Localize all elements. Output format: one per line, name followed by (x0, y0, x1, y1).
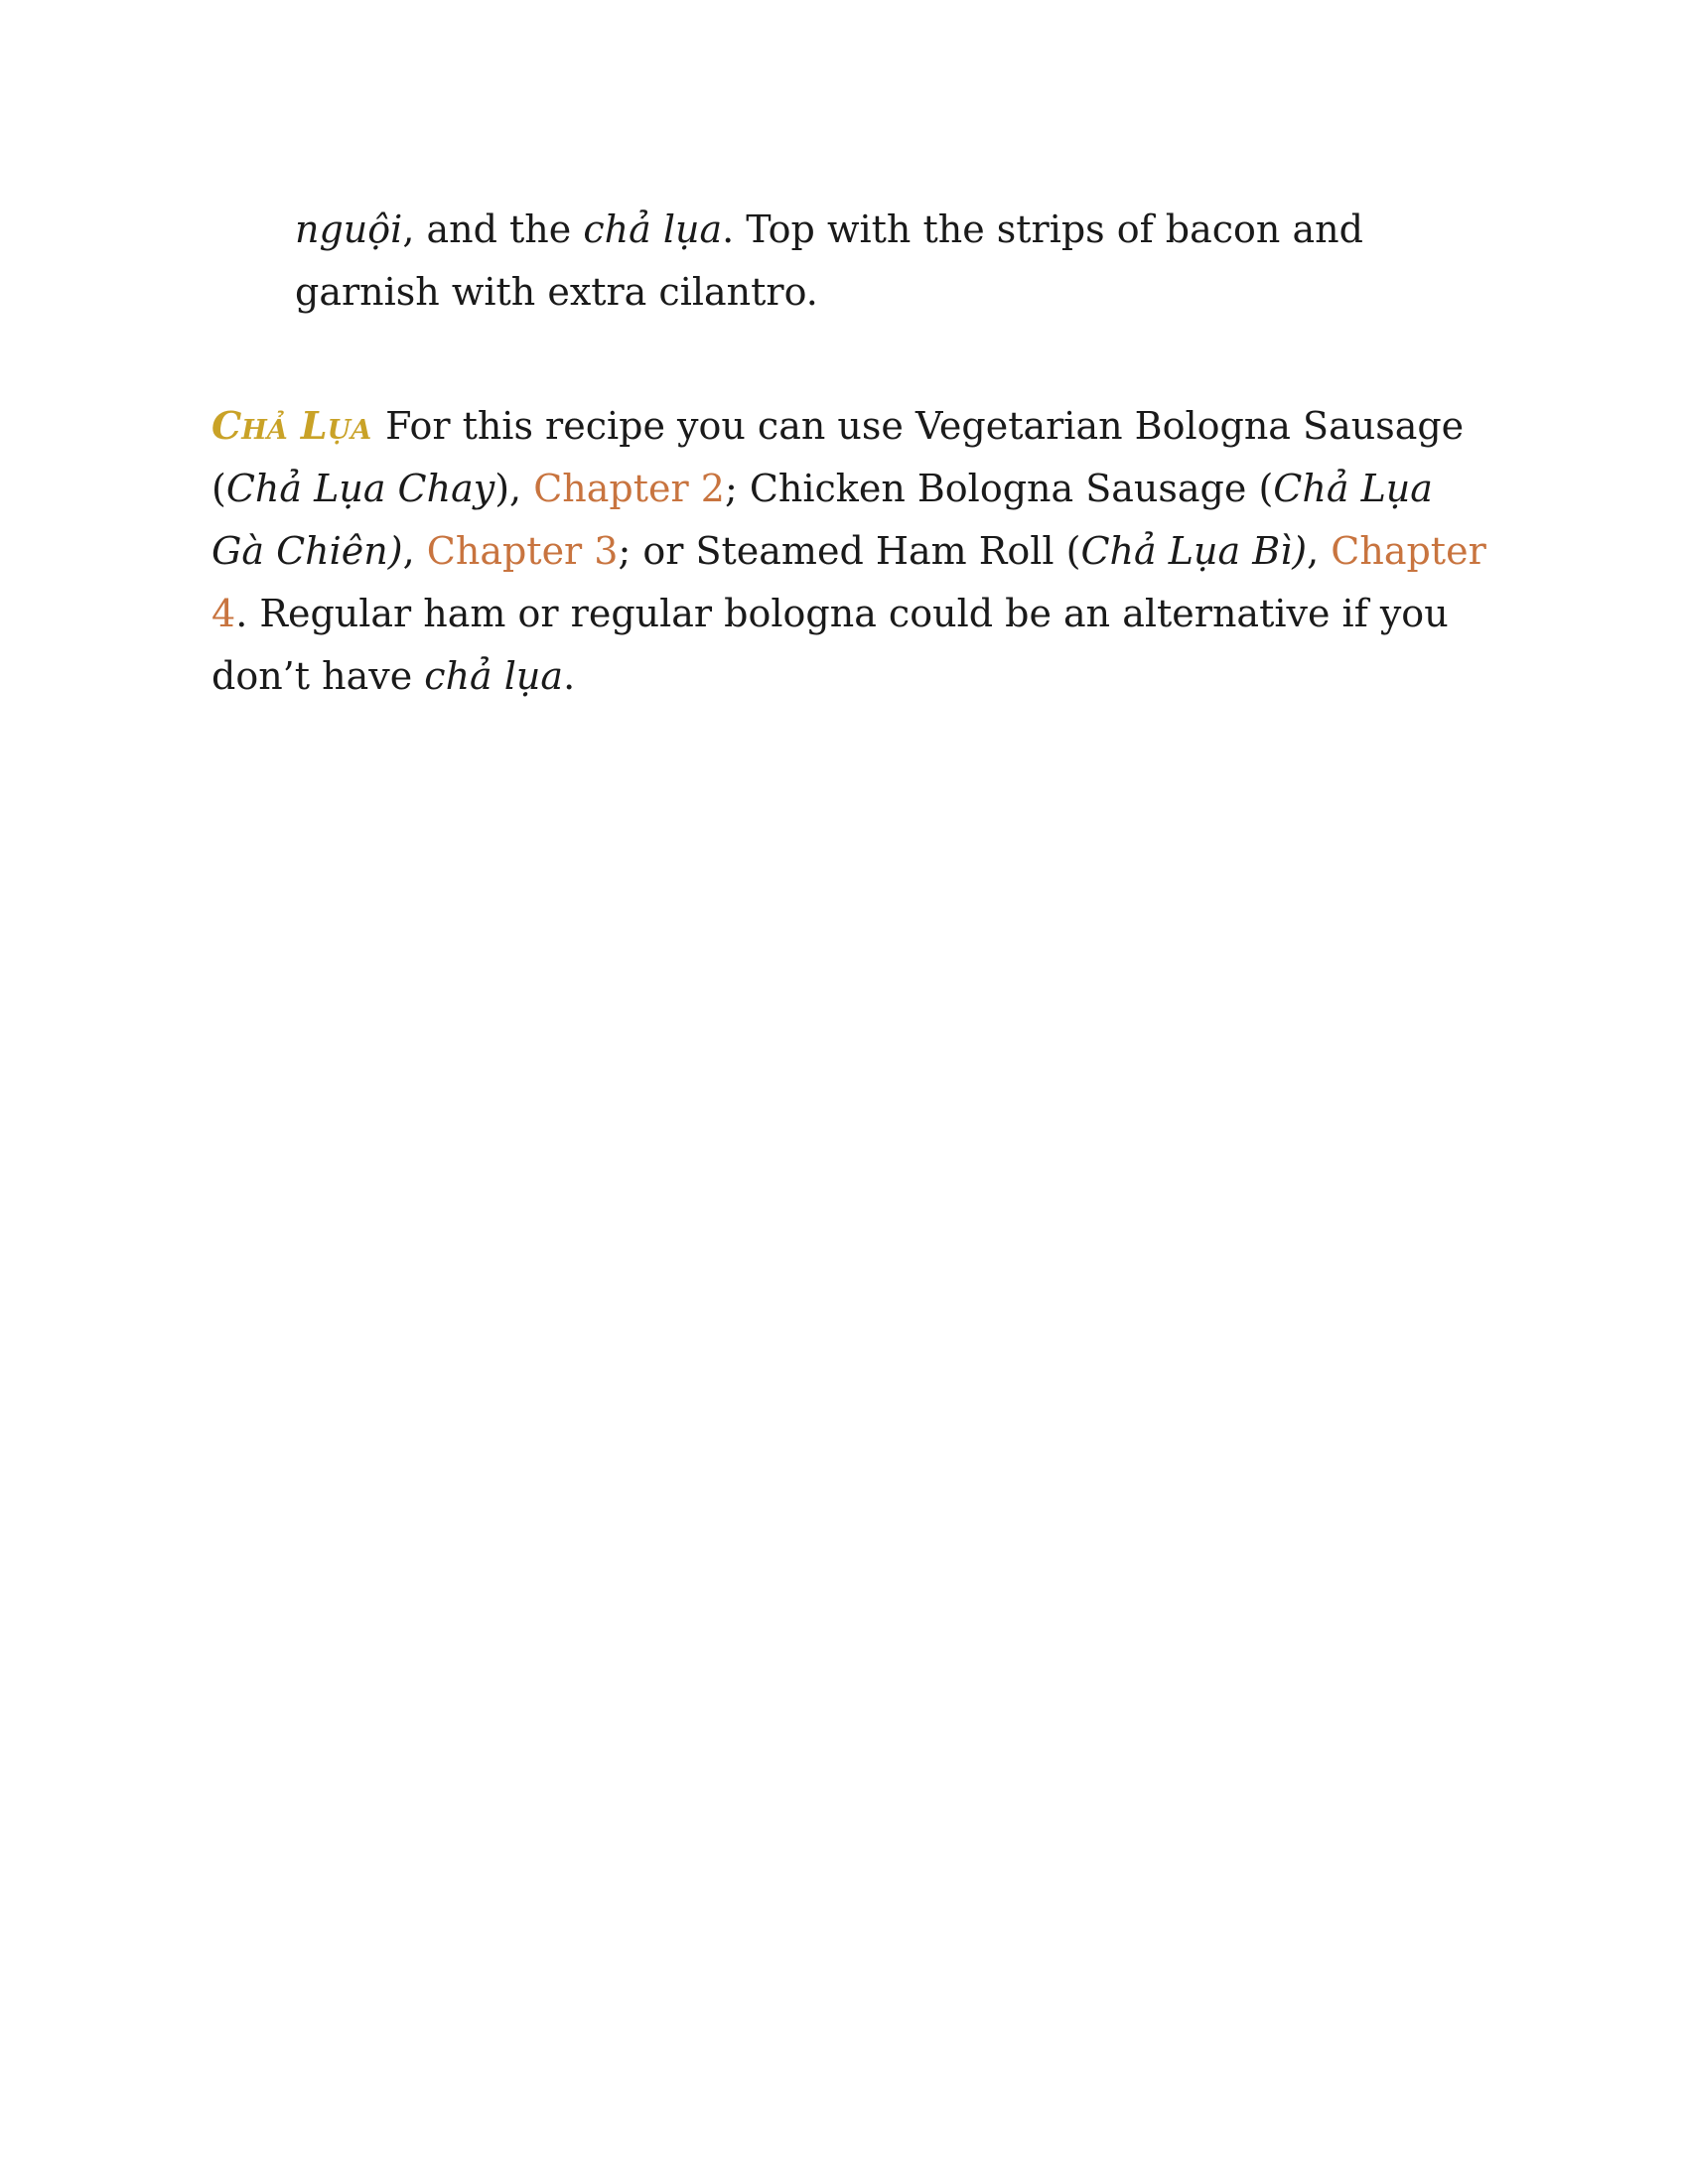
recipe-step-continuation (295, 199, 1506, 324)
step-text-and-the: , and the (402, 207, 584, 251)
step-text-rest: . Top with the strips of bacon and garnish with extra cilantro. (295, 207, 1363, 314)
note-term-cha-lua-ga-chien: Chả Lụa Gà Chiên) (211, 467, 1433, 573)
note-text-4: , (402, 529, 427, 573)
chapter-2-link[interactable]: Chapter 2 (533, 467, 725, 510)
note-text-5: ; or Steamed Ham Roll ( (618, 529, 1081, 573)
note-text-7: . Regular ham or regular bologna could be an alternative if you don’t have (211, 592, 1449, 698)
note-term-cha-lua-chay: Chả Lụa Chay (225, 467, 495, 510)
note-term-cha-lua: chả lụa (424, 654, 564, 698)
note-text-8: . (563, 654, 576, 698)
term-cha-lua: chả lụa (583, 207, 723, 251)
note-heading: Chả Lụa (211, 403, 372, 448)
chapter-3-link[interactable]: Chapter 3 (426, 529, 619, 573)
note-text-1: For this recipe you can use Vegetarian Bologna Sausage ( (211, 404, 1465, 510)
note-text-6: , (1307, 529, 1332, 573)
note-text-2: ), (494, 467, 534, 510)
term-nguoi: nguội (295, 207, 403, 251)
chapter-4-link[interactable]: Chapter 4 (211, 529, 1486, 635)
note-text-3: ; Chicken Bologna Sausage ( (724, 467, 1274, 510)
cha-lua-note (211, 394, 1492, 708)
note-term-cha-lua-bi: Chả Lụa Bì) (1080, 529, 1308, 573)
